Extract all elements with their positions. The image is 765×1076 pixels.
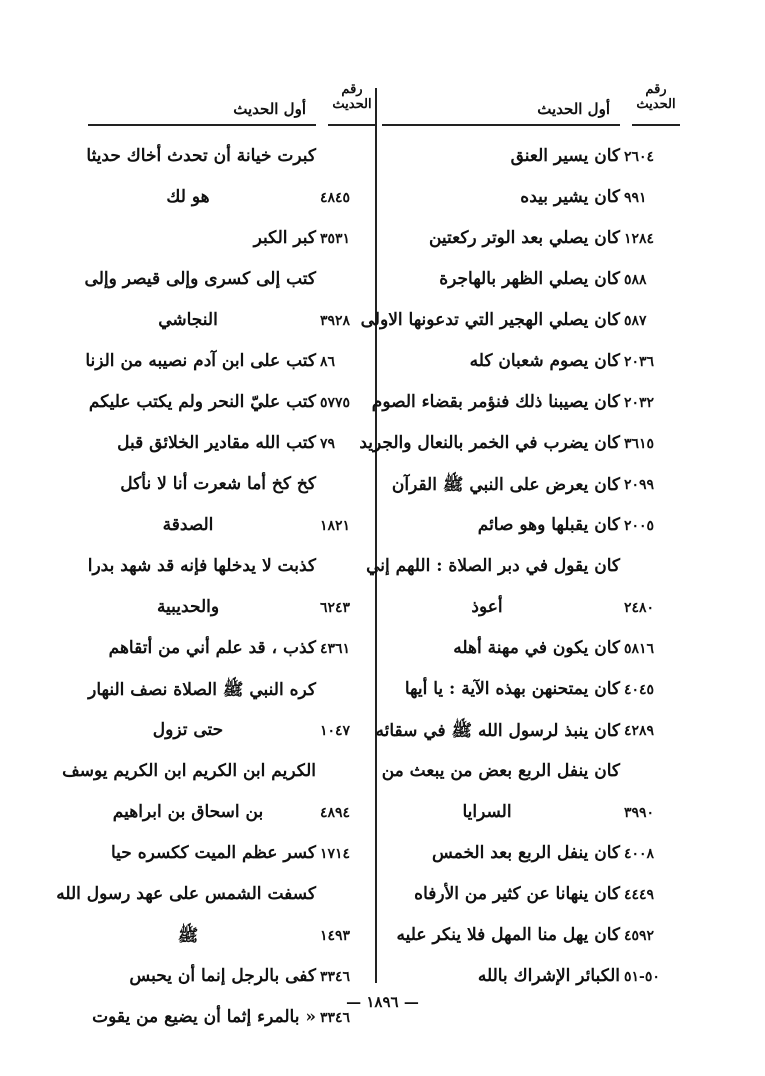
hadith-number: ٤٠٤٥ <box>624 682 655 698</box>
index-entry <box>88 468 378 509</box>
index-entry <box>375 714 682 755</box>
hadith-opening-text: كان يصلي الهجير التي تدعونها الاولى <box>360 310 620 330</box>
hadith-opening-text: كان يصلي بعد الوتر ركعتين <box>428 228 620 248</box>
index-entry <box>366 550 682 591</box>
header-underline <box>632 124 680 126</box>
hadith-start-heading: أول الحديث <box>233 100 306 118</box>
hadith-number: ٤٣٦١ <box>320 641 351 657</box>
hadith-opening-text: كان ينبذ لرسول الله ﷺ في سقائه <box>375 721 620 741</box>
hadith-number: ٩٩١ <box>624 190 647 206</box>
index-entry <box>382 878 682 919</box>
hadith-opening-text: كتب إلى كسرى وإلى قيصر وإلى <box>84 269 316 289</box>
index-entry <box>382 755 682 796</box>
index-entry <box>382 632 682 673</box>
hadith-number-heading: رقم الحديث <box>636 82 676 112</box>
hadith-number: ٤٠٠٨ <box>624 846 655 862</box>
hadith-number: ١٨٢١ <box>320 518 351 534</box>
hadith-opening-text: ﷺ <box>177 926 199 946</box>
hadith-number: ٥٨١٦ <box>624 641 655 657</box>
hadith-opening-text: كره النبي ﷺ الصلاة نصف النهار <box>88 680 316 700</box>
index-entry <box>382 345 682 386</box>
hadith-number: ٥٨٨ <box>624 272 647 288</box>
hadith-start-heading: أول الحديث <box>537 100 610 118</box>
index-entry <box>88 550 378 591</box>
hadith-number: ٣٩٩٠ <box>624 805 655 821</box>
index-entry <box>382 509 682 550</box>
index-entry <box>88 304 378 345</box>
index-entry <box>382 919 682 960</box>
hadith-opening-text: كتب الله مقادير الخلائق قبل <box>117 433 316 453</box>
hadith-opening-text: كان يضرب في الخمر بالنعال والجريد <box>359 433 620 453</box>
hadith-opening-text: كان يمتحنهن بهذه الآية : يا أيها <box>404 679 620 699</box>
index-entry <box>382 837 682 878</box>
hadith-number: ٤٨٤٥ <box>320 190 351 206</box>
hadith-number: ٥٨٧ <box>624 313 647 329</box>
index-entry <box>88 919 378 960</box>
hadith-opening-text: كان ينفل الربع بعد الخمس <box>431 843 620 863</box>
hadith-opening-text: كان ينهانا عن كثير من الأرفاه <box>414 884 620 904</box>
hadith-number: ٤٤٤٩ <box>624 887 655 903</box>
index-entry <box>88 222 378 263</box>
hadith-opening-text: كان يصلي الظهر بالهاجرة <box>439 269 620 289</box>
index-entry <box>88 386 378 427</box>
hadith-opening-text: كان يصوم شعبان كله <box>469 351 620 371</box>
header-underline <box>382 124 620 126</box>
index-entry <box>382 140 682 181</box>
index-entry <box>382 796 682 837</box>
index-entry <box>382 263 682 304</box>
hadith-opening-text: كان يقبلها وهو صائم <box>477 515 620 535</box>
hadith-opening-text: الكبائر الإشراك بالله <box>477 966 620 986</box>
hadith-opening-text: كتب عليّ النحر ولم يكتب عليكم <box>88 392 316 412</box>
hadith-opening-text: السرايا <box>462 802 512 822</box>
hadith-opening-text: كان يقول في دبر الصلاة : اللهم إني <box>366 556 620 576</box>
hadith-opening-text: كفى بالرجل إنما أن يحبس <box>129 966 316 986</box>
right-entries <box>359 140 682 1001</box>
index-entry <box>88 714 378 755</box>
hadith-opening-text: كسر عظم الميت ككسره حيا <box>110 843 316 863</box>
hadith-opening-text: الصدقة <box>162 515 214 535</box>
hadith-number: ٣٥٣١ <box>320 231 351 247</box>
index-entry <box>88 181 378 222</box>
index-entry <box>360 304 682 345</box>
index-entry <box>382 181 682 222</box>
hadith-number: ٣٦١٥ <box>624 436 655 452</box>
index-entry <box>88 427 378 468</box>
hadith-number: ٢٤٨٠ <box>624 600 655 616</box>
index-entry <box>382 673 682 714</box>
hadith-number: ٥٠-٥١ <box>624 969 660 985</box>
index-entry <box>85 345 378 386</box>
hadith-opening-text: النجاشي <box>158 310 218 330</box>
hadith-number: ١٧١٤ <box>320 846 351 862</box>
hadith-number: ٣٣٤٦ <box>320 969 351 985</box>
header-underline <box>328 124 376 126</box>
hadith-opening-text: كان يصيبنا ذلك فنؤمر بقضاء الصوم <box>371 392 620 412</box>
hadith-opening-text: « بالمرء إثما أن يضيع من يقوت <box>92 1007 316 1027</box>
index-entry <box>88 673 378 714</box>
index-entry <box>88 591 378 632</box>
hadith-number: ٨٦ <box>320 354 336 370</box>
hadith-opening-text: كان يعرض على النبي ﷺ القرآن <box>391 475 620 495</box>
hadith-number: ٢٠٩٩ <box>624 477 655 493</box>
right-column-header <box>382 82 682 124</box>
hadith-number: ٢٦٠٤ <box>624 149 655 165</box>
hadith-number: ٤٨٩٤ <box>320 805 351 821</box>
hadith-number: ٤٥٩٢ <box>624 928 655 944</box>
hadith-opening-text: كتب على ابن آدم نصيبه من الزنا <box>85 351 316 371</box>
page-number: — ١٨٩٦ — <box>346 993 419 1011</box>
hadith-number: ١٠٤٧ <box>320 723 351 739</box>
index-entry <box>56 878 378 919</box>
hadith-number: ٣٩٢٨ <box>320 313 351 329</box>
index-entry <box>88 509 378 550</box>
hadith-opening-text: كان يكون في مهنة أهله <box>453 638 620 658</box>
hadith-opening-text: كان ينفل الربع بعض من يبعث من <box>381 761 620 781</box>
hadith-opening-text: كان يهل منا المهل فلا ينكر عليه <box>396 925 620 945</box>
hadith-opening-text: كخ كخ أما شعرت أنا لا نأكل <box>120 474 316 494</box>
hadith-number-heading: رقم الحديث <box>332 82 372 112</box>
hadith-opening-text: كان يشير بيده <box>520 187 620 207</box>
hadith-number: ٧٩ <box>320 436 336 452</box>
hadith-opening-text: بن اسحاق بن ابراهيم <box>112 802 264 822</box>
left-column-header <box>88 82 378 124</box>
index-entry <box>88 796 378 837</box>
index-entry <box>84 263 378 304</box>
hadith-opening-text: والحديبية <box>156 597 220 617</box>
hadith-number: ٦٢٤٣ <box>320 600 351 616</box>
index-entry <box>88 632 378 673</box>
hadith-number: ١٤٩٣ <box>320 928 351 944</box>
hadith-number: ٢٠٣٦ <box>624 354 655 370</box>
index-entry <box>88 837 378 878</box>
hadith-opening-text: كسفت الشمس على عهد رسول الله <box>56 884 316 904</box>
left-entries <box>56 140 378 1042</box>
hadith-opening-text: حتى تزول <box>152 720 224 740</box>
hadith-opening-text: كذبت لا يدخلها فإنه قد شهد بدرا <box>87 556 316 576</box>
hadith-opening-text: أعوذ <box>471 597 503 617</box>
hadith-number: ١٢٨٤ <box>624 231 655 247</box>
hadith-number: ٢٠٠٥ <box>624 518 655 534</box>
index-entry <box>371 386 682 427</box>
index-entry <box>382 222 682 263</box>
hadith-opening-text: كبر الكبر <box>253 228 316 248</box>
index-entry <box>88 140 378 181</box>
hadith-number: ٣٣٤٦ <box>320 1010 351 1026</box>
index-entry <box>62 755 378 796</box>
hadith-number: ٢٠٣٢ <box>624 395 655 411</box>
index-entry <box>359 427 682 468</box>
hadith-opening-text: كان يسير العنق <box>510 146 620 166</box>
hadith-opening-text: كذب ، قد علم أني من أتقاهم <box>108 638 316 658</box>
hadith-opening-text: الكريم ابن الكريم ابن الكريم يوسف <box>62 761 316 781</box>
hadith-number: ٤٢٨٩ <box>624 723 655 739</box>
index-entry <box>382 591 682 632</box>
header-underline <box>88 124 316 126</box>
hadith-opening-text: هو لك <box>166 187 210 207</box>
hadith-opening-text: كبرت خيانة أن تحدث أخاك حديثا <box>86 146 316 166</box>
hadith-number: ٥٧٧٥ <box>320 395 351 411</box>
index-entry <box>382 468 682 509</box>
